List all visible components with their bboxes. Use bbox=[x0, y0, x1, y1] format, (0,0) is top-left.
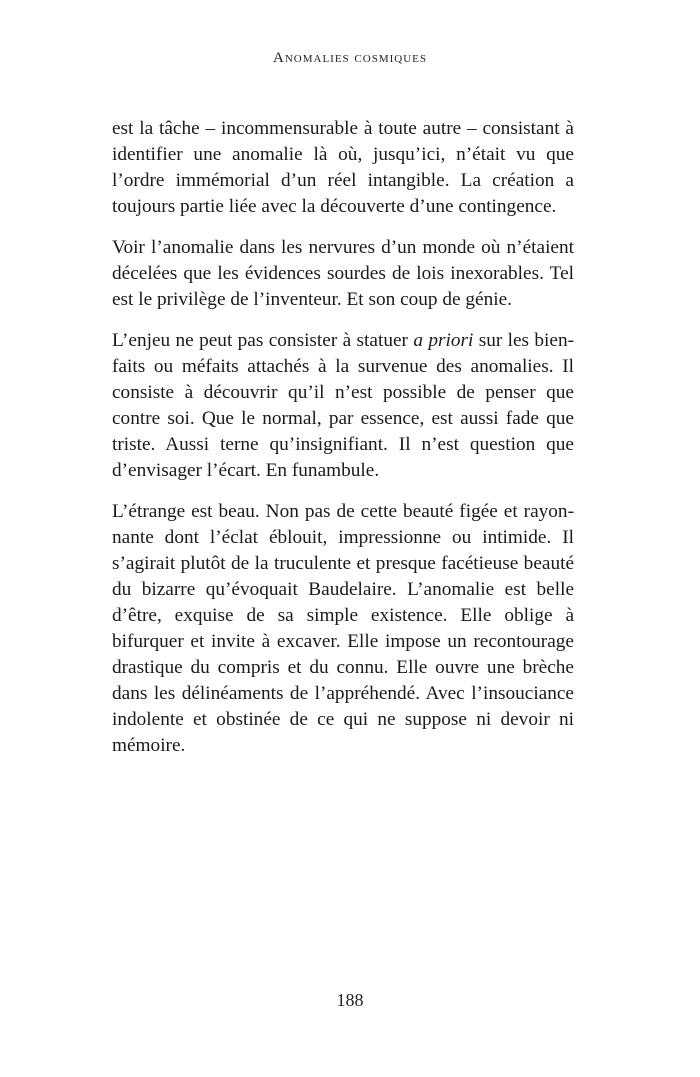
body-text bbox=[112, 116, 574, 774]
paragraph-4: L’étrange est beau. Non pas de cette beauté figée et rayonnante dont l’éclat éblouit, impressionne ou intimide. Il s’agirait plutôt de la truculente et presque facétieuse beauté du bizarre qu’évoquait Baudelaire. L’anomalie est belle d’être, exquise de sa simple existence. Elle oblige à bifurquer et invite à excaver. Elle impose un recontourage drastique du compris et du connu. Elle ouvre une brèche dans les délinéaments de l’appréhendé. Avec l’insouciance indolente et obstinée de ce qui ne suppose ni devoir ni mémoire. bbox=[112, 501, 574, 756]
paragraph-2: Voir l’anomalie dans les nervures d’un monde où n’étaient décelées que les évidences sourdes de lois inexorables. Tel est le privilège de l’inventeur. Et son coup de génie. bbox=[112, 237, 574, 310]
paragraph-3-lead: L’enjeu ne peut pas consister à statuer bbox=[112, 330, 414, 351]
italic-phrase: a priori bbox=[413, 330, 474, 351]
paragraph-3-rest: sur les bienfaits ou méfaits attachés à la survenue des anomalies. Il consiste à découvrir qu’il n’est possible de penser que contre soi. Que le normal, par essence, est aussi fade que triste. Aussi terne qu’insignifiant. Il n’est question que d’envisager l’écart. En funambule. bbox=[112, 330, 575, 481]
paragraph-3 bbox=[112, 328, 574, 484]
page-number: 188 bbox=[336, 990, 364, 1010]
paragraph-1: est la tâche – incommensurable à toute autre – consistant à identifier une anomalie là où, jusqu’ici, n’était vu que l’ordre immémorial d’un réel intangible. La création a toujours partie liée avec la découverte d’une contingence. bbox=[112, 118, 574, 217]
running-header: Anomalies cosmiques bbox=[273, 50, 427, 66]
